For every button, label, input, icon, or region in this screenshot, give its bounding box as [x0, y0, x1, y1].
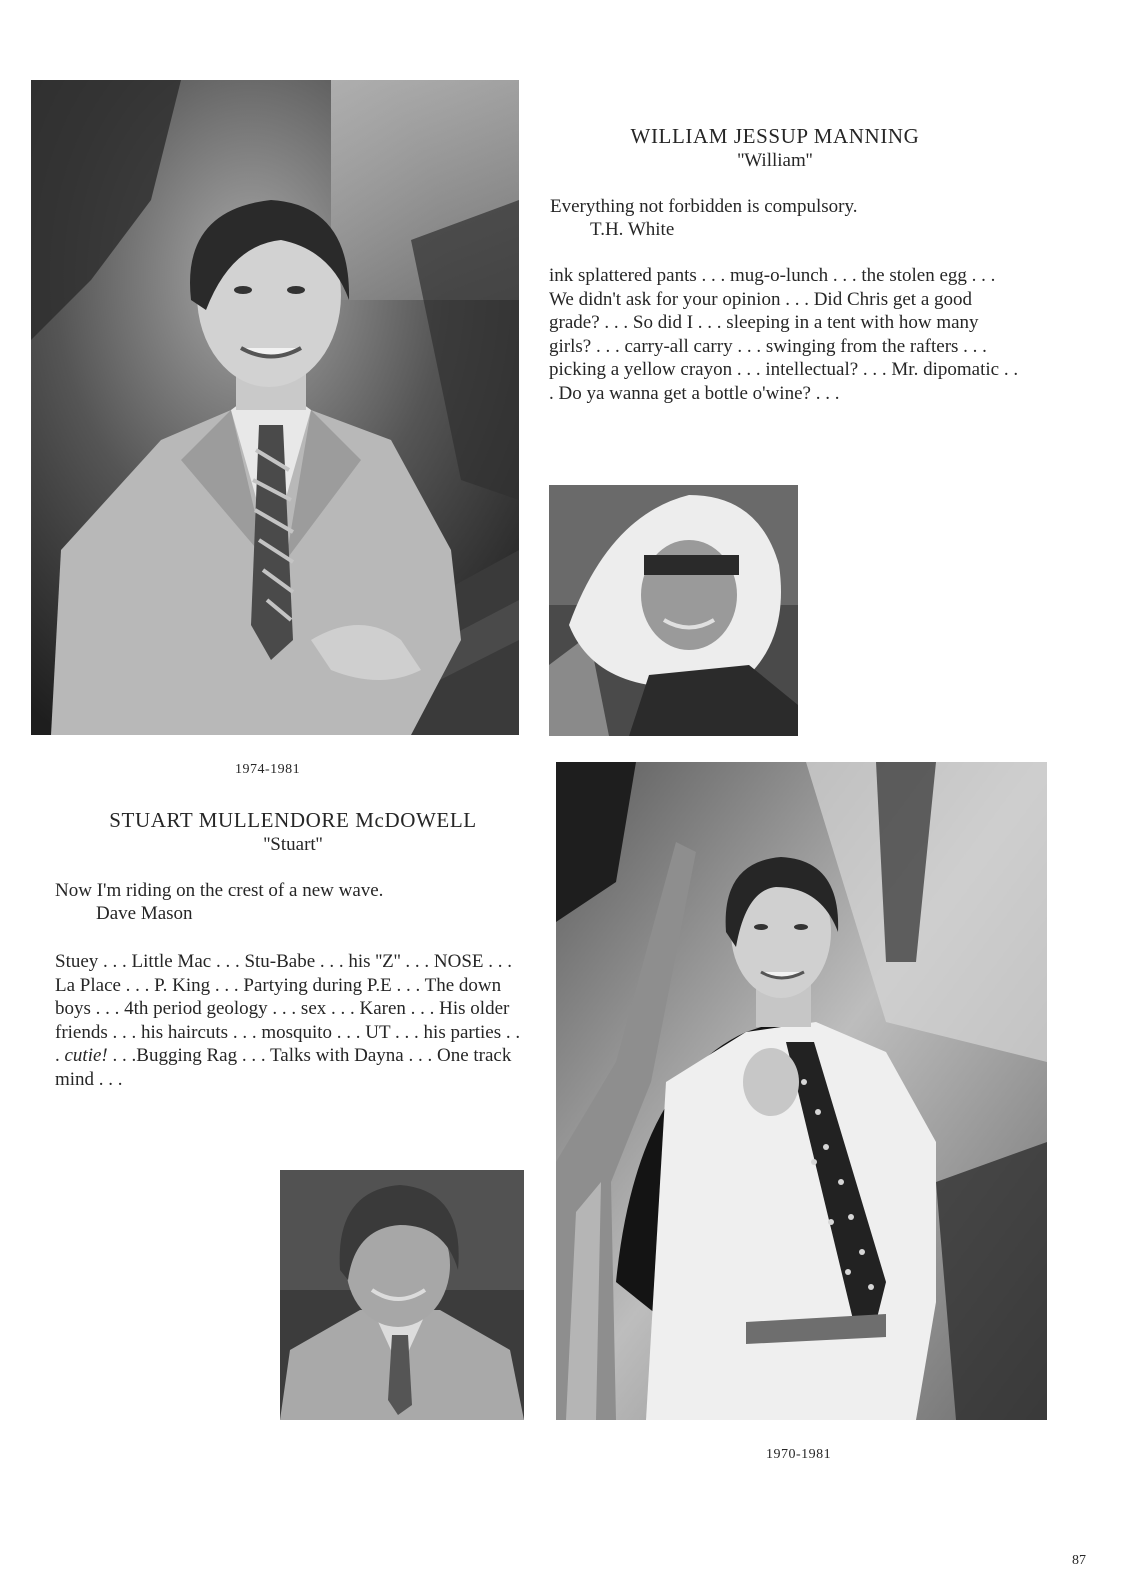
mcdowell-nickname: ''Stuart'': [263, 834, 323, 855]
manning-portrait-photo: [31, 80, 519, 735]
manning-memories: ink splattered pants . . . mug-o-lunch . . . the stolen egg . . . We didn't ask for your opinion . . . Did Chris get a good grade? . . . So did I . . . sleeping in a tent with how many girls? . . . carry-all carry . . . swinging from the rafters . . . picking a yellow crayon . . . intellectual? . . . Mr. dipomatic . . . Do ya wanna get a bottle o'wine? . . .: [549, 265, 1019, 404]
mcdowell-memories-part2: . . .Bugging Rag . . . Talks with Dayna . . . One track mind . . .: [55, 1045, 512, 1090]
manning-years: 1974-1981: [235, 762, 301, 777]
manning-quote: Everything not forbidden is compulsory.: [550, 196, 858, 217]
mcdowell-candid-photo: [280, 1170, 524, 1420]
page-number: 87: [1072, 1553, 1086, 1568]
mcdowell-quote: Now I'm riding on the crest of a new wave.: [55, 880, 384, 901]
mcdowell-portrait-photo: [556, 762, 1047, 1420]
mcdowell-years: 1970-1981: [766, 1447, 832, 1462]
manning-candid-image: [549, 485, 798, 736]
mcdowell-portrait-image: [556, 762, 1047, 1420]
mcdowell-memories-part1: Stuey . . . Little Mac . . . Stu-Babe . . . his ''Z'' . . . NOSE . . . La Place . . . P. King . . . Partying during P.E . . . The down boys . . . 4th period geology . . . sex . . . Karen . . . His older friends . . . his haircuts . . . mosquito . . . UT . . . his parties . . .: [55, 951, 521, 1066]
mcdowell-memories-emphasis: cutie!: [64, 1045, 108, 1066]
mcdowell-quote-author: Dave Mason: [96, 903, 193, 924]
mcdowell-name: STUART MULLENDORE McDOWELL: [109, 808, 477, 832]
manning-nickname: ''William'': [737, 150, 813, 171]
manning-candid-photo: [549, 485, 798, 736]
manning-name: WILLIAM JESSUP MANNING: [630, 124, 920, 148]
mcdowell-candid-image: [280, 1170, 524, 1420]
manning-quote-author: T.H. White: [590, 219, 675, 240]
mcdowell-memories: [55, 950, 525, 1091]
manning-portrait-image: [31, 80, 519, 735]
